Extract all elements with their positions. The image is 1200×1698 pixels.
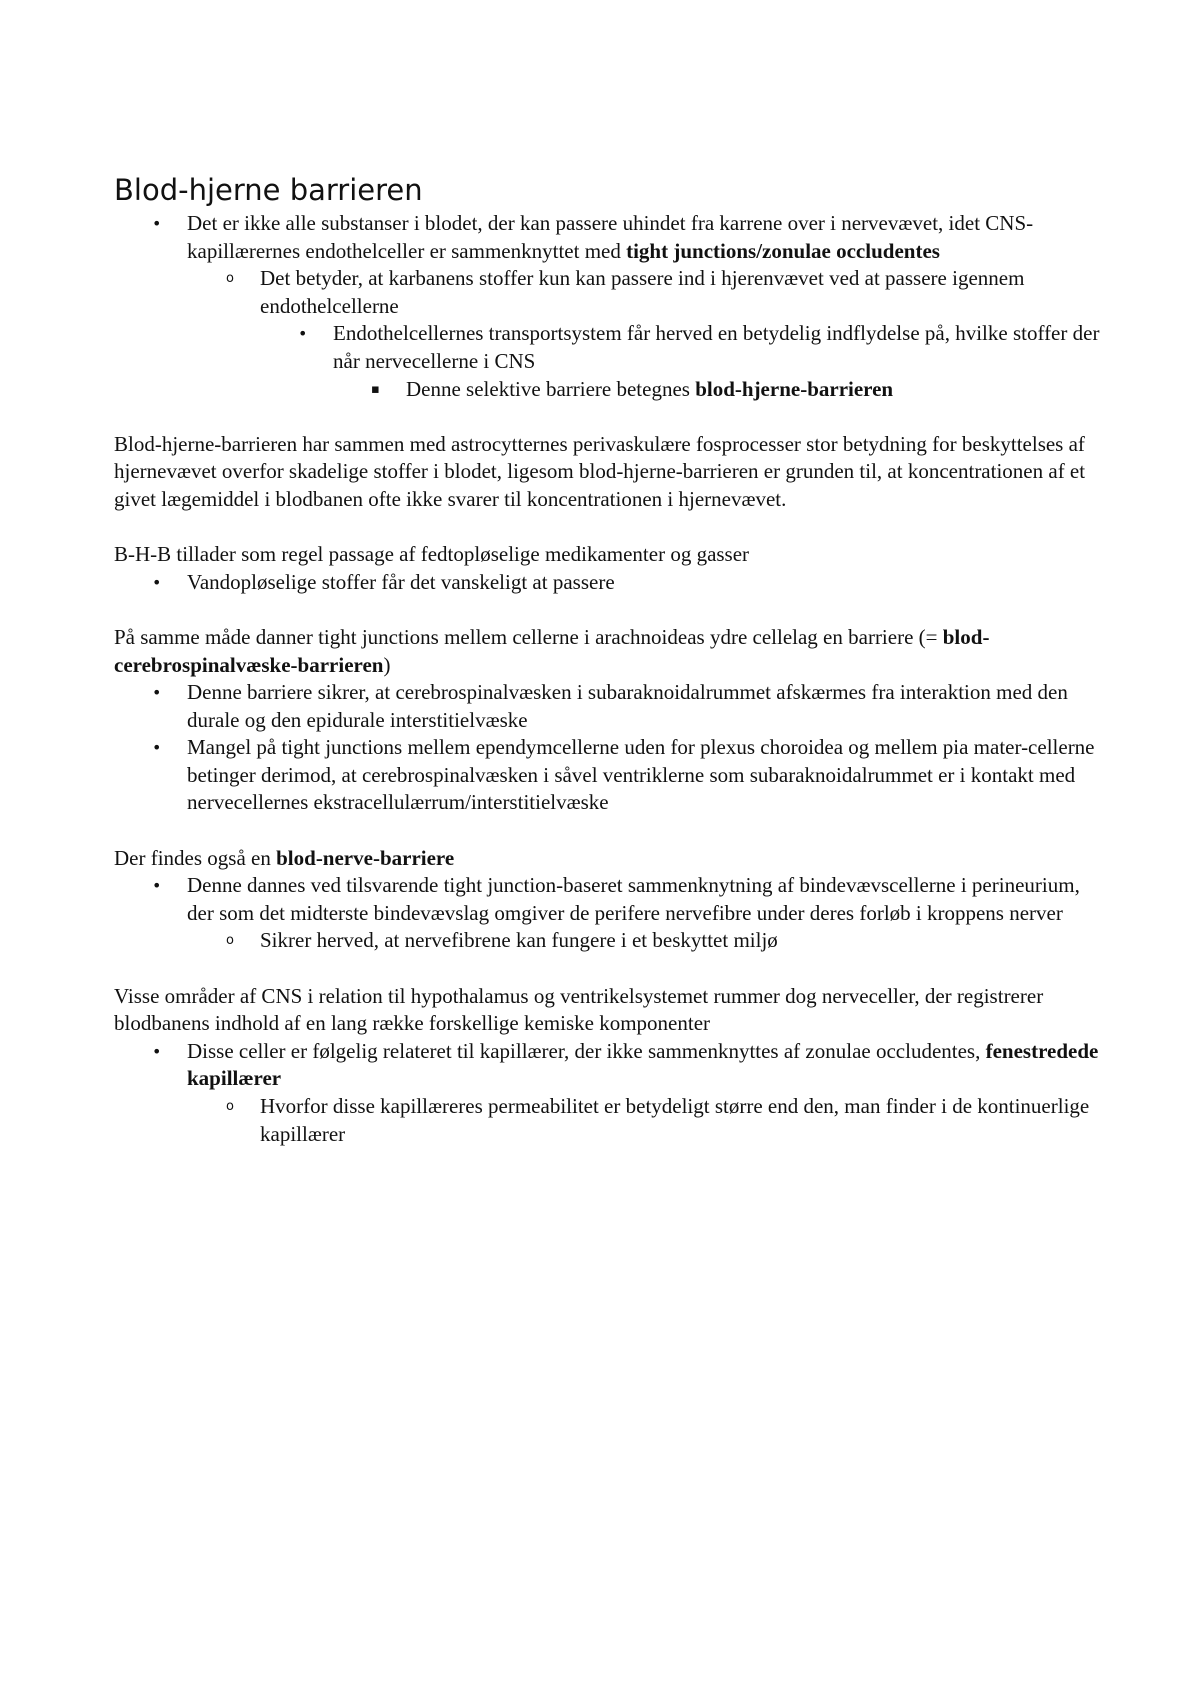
- bullet-disc-icon: •: [298, 324, 308, 344]
- list-item-text: Hvorfor disse kapillæreres permeabilitet er betydeligt større end den, man finder i de kontinuerlige kapillærer: [260, 1094, 1090, 1146]
- paragraph: B-H-B tillader som regel passage af fedtopløselige medikamenter og gasser: [114, 542, 750, 567]
- bullet-disc-icon: •: [152, 738, 162, 758]
- list-item-text: Vandopløselige stoffer får det vanskeligt at passere: [187, 569, 615, 594]
- bullet-disc-icon: •: [152, 683, 162, 703]
- bullet-disc-icon: •: [152, 1041, 162, 1061]
- list-item-text: Disse celler er følgelig relateret til kapillærer, der ikke sammenknyttes af zonulae occludentes,: [187, 1038, 986, 1063]
- paragraph: Visse områder af CNS i relation til hypothalamus og ventrikelsystemet rummer dog nerveceller, der registrerer blodbanens indhold af en lang række forskellige kemiske komponenter: [114, 983, 1044, 1036]
- paragraph-text: På samme måde danner tight junctions mellem cellerne i arachnoideas ydre cellelag en barriere (=: [114, 624, 943, 649]
- bullet-square-icon: ▪: [371, 381, 380, 397]
- paragraph: Blod-hjerne-barrieren har sammen med astrocytternes perivaskulære fosprocesser stor betydning for beskyttelses af hjernevævet overfor skadelige stoffer i blodet, ligesom blod-hjerne-barrieren er grunden til, at koncentrationen af et givet lægemiddel i blodbanen ofte ikke svarer til koncentrationen i hjernevævet.: [114, 431, 1086, 511]
- list-item-text: Det betyder, at karbanens stoffer kun kan passere ind i hjerenvævet ved at passere igennem endothelcellerne: [260, 266, 1025, 318]
- list-item: [114, 1038, 1104, 1093]
- paragraph-text: Der findes også en: [114, 845, 277, 870]
- bullet-circle-icon: o: [226, 933, 234, 949]
- list-item: [114, 569, 1104, 597]
- paragraph: [114, 845, 1104, 873]
- document-body: [114, 172, 1104, 1148]
- list-item-text: Mangel på tight junctions mellem ependymcellerne uden for plexus choroidea og mellem pia mater-cellerne betinger derimod, at cerebrospinalvæsken i såvel ventriklerne som subaraknoidalrummet er i kontakt med nervecellernes ekstracellulærrum/interstitielvæske: [187, 735, 1095, 815]
- page-title: Blod-hjerne barrieren: [114, 173, 423, 207]
- bullet-circle-icon: o: [226, 271, 234, 287]
- list-item-text: Denne dannes ved tilsvarende tight junction-baseret sammenknytning af bindevævscellerne i perineurium, der som det midterste bindevævslag omgiver de perifere nervefibre under deres forløb i kroppens nerver: [187, 873, 1080, 925]
- list-item-text: Det er ikke alle substanser i blodet, der kan passere uhindet fra karrene over i nervevævet, idet CNS-kapillærernes endothelceller er sammenknyttet med: [187, 211, 1034, 263]
- bullet-circle-icon: o: [226, 1099, 234, 1114]
- paragraph: [114, 624, 1104, 679]
- bullet-disc-icon: •: [152, 876, 162, 896]
- list-item: [114, 734, 1104, 817]
- list-item-text: Denne barriere sikrer, at cerebrospinalvæsken i subaraknoidalrummet afskærmes fra interaktion med den durale og den epidurale interstitielvæske: [187, 680, 1068, 732]
- bullet-disc-icon: •: [152, 572, 162, 592]
- paragraph-text: ): [383, 652, 391, 677]
- list-item: [114, 320, 1104, 375]
- list-item: [114, 872, 1104, 927]
- bold-term: blod-cerebrospinalvæske-barrieren: [114, 624, 990, 677]
- list-item: [114, 265, 1104, 320]
- list-item: [114, 1093, 1104, 1148]
- list-item-text: Sikrer herved, at nervefibrene kan fungere i et beskyttet miljø: [260, 928, 778, 953]
- list-item-text: Denne selektive barriere betegnes: [406, 376, 696, 401]
- bold-term: blod-hjerne-barrieren: [695, 376, 894, 401]
- bold-term: blod-nerve-barriere: [276, 845, 455, 870]
- list-item: [114, 210, 1104, 265]
- list-item: [114, 927, 1104, 955]
- list-item: [114, 679, 1104, 734]
- bold-term: tight junctions/zonulae occludentes: [626, 238, 940, 263]
- list-item: [114, 376, 1104, 404]
- list-item-text: Endothelcellernes transportsystem får herved en betydelig indflydelse på, hvilke stoffer der når nervecellerne i CNS: [333, 321, 1100, 373]
- bullet-disc-icon: •: [152, 214, 162, 233]
- bold-term: fenestredede kapillærer: [187, 1038, 1099, 1091]
